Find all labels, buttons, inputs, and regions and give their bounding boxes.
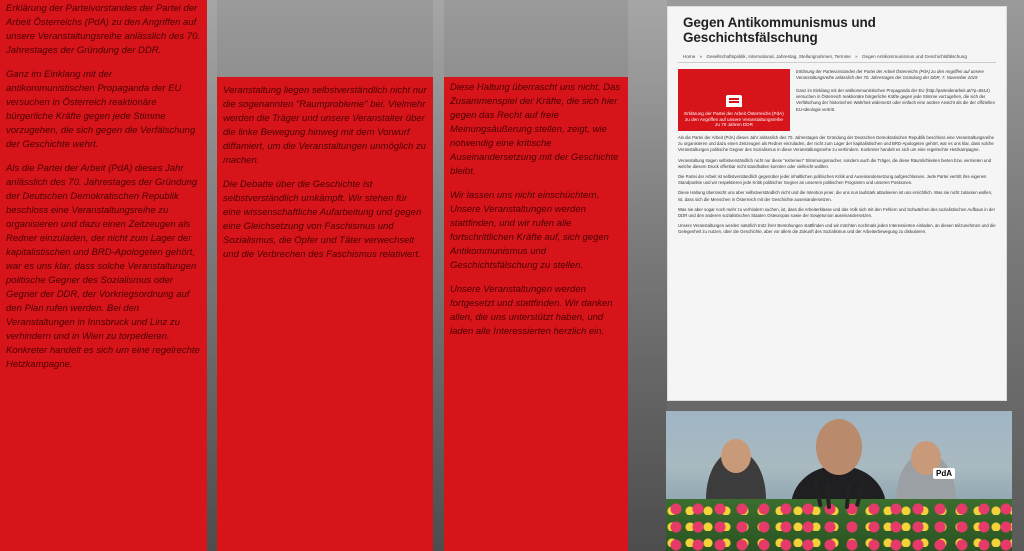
panel-paragraph: Wir lassen uns nicht einschüchtern. Unsere Veranstaltungen werden stattfinden, und wir rufen alle fortschrittlichen Kräfte auf, sich gegen Antikommunismus und Geschichtsfälschung zu stellen. (450, 190, 609, 271)
article-paragraph: Was sie aber sogar noch mehr zu verhindern suchen, ist, dass die Arbeiterklasse und das Volk sich mit den Fehlern und Schwächen des sozialistischen Aufbaus in der DDR und den anderen sozialistischen Staaten Osteuropas sowie der Sowjetunion auseinandersetzen. (678, 206, 996, 219)
background-column (207, 0, 217, 551)
logo-caption: Erklärung der Partei der Arbeit Österreichs (PdA) zu den Angriffen auf unsere Veranstaltungsreihe zu 70 Jahren DDR (684, 111, 784, 128)
breadcrumb-current: Gegen Antikommunismus und Geschichtsfälschung (861, 54, 967, 59)
article-paragraph: Als die Partei der Arbeit (PdA) dieses Jahr anlässlich des 70. Jahrestages der Gründung der Deutschen Demokratischen Republik beschloss eine Veranstaltungsreihe zu organisieren und dazu einen Zeitzeugen als Redner einzuladen, der nicht zum Lager der kapitalistischen und BRD-Apologeten gehört, war es uns klar, dass solche Veranstaltungen politische Gegner des Sozialismus in diese Veranstaltungsreihe zu verhindern. Konkreter handelt es sich um eine regelrechte Hetzkampagne. (678, 135, 994, 153)
intro-italic: Erklärung der Parteivorstandes der Partei der Arbeit Österreichs (PdA) zu den Angriffen auf unsere Veranstaltungsreihe anlässlich des 70. Jahrestages der Gründung der DDR, 7. November 2019 (796, 69, 984, 81)
panel-paragraph: Veranstaltung liegen selbstverständlich nicht nur die sogenannten "Raumprobleme" bei. Vielmehr werden die Träger und unsere Veranstalter über die linke Bewegung hinweg mit dem Vorwurf diffamiert, um die Veranstaltungen unmöglich zu machen. (223, 85, 427, 166)
article-body (678, 135, 996, 236)
article-paragraph: Diese Haltung überrascht uns aber selbstverständlich nicht und die Intention jener, die uns nun laufstark attackieren ist uns ersichtlich. Was sie nicht zulassen wollen, ist, dass sich die Menschen in Österreich mit der Geschichte auseinandersetzen. (678, 190, 993, 202)
photo-head (721, 439, 751, 473)
news-photo (666, 411, 1012, 551)
breadcrumb-categories[interactable]: Gesellschaftspolitik, International, Jahrestag, Stellungnahmen, Termine (706, 54, 851, 59)
background-column (433, 0, 444, 551)
panel-paragraph: Ganz im Einklang mit der antikommunistischen Propaganda der EU versuchen in Österreich reaktionäre bürgerliche Kräfte gegen jede Stimme vorzugehen, die sich gegen die Verfälschung der Geschichte wehrt. (6, 69, 196, 150)
article-paragraph: Unsere Veranstaltungen werden natürlich trotz ihrer Bemühungen stattfinden und wir möchten nochmals jeden Interessierten einladen, an diesen teilzunehmen und die Gelegenheit zu nutzen, über die Geschichte, aber vor allem die Zukunft des Sozialismus und der Arbeiterbewegung zu diskutieren. (678, 223, 996, 235)
pda-logo-icon (726, 95, 742, 107)
text-panel-middle (217, 77, 433, 551)
pda-logo-image (678, 69, 790, 131)
breadcrumb-separator: » (699, 54, 703, 59)
panel-paragraph: Diese Haltung überrascht uns nicht. Das Zusammenspiel der Kräfte, die sich hier gegen das Recht auf freie Meinungsäußerung stellen, zeigt, wie notwendig eine kritische Auseinandersetzung mit der Geschichte bleibt. (450, 82, 621, 177)
pda-label-tag: PdA (933, 468, 955, 479)
photo-head (816, 419, 862, 475)
article-card (667, 6, 1007, 401)
article-intro (678, 69, 996, 131)
panel-paragraph: Unsere Veranstaltungen werden fortgesetzt und stattfinden. Wir danken allen, die uns unterstützt haben, und laden alle Interessierten herzlich ein. (450, 284, 613, 337)
breadcrumb-separator: » (855, 54, 858, 59)
article-paragraph: Die Partei der Arbeit ist selbstverständlich gegenüber jeder inhaltlichen politischen Kritik und Auseinandersetzung aufgeschlossen. Jede Partei vertritt ihre eigenen Standpunkte und wir respektieren jede Kritik politischer Gegner an unserem politischen Programm und unseren Positionen. (678, 174, 987, 186)
intro-text (796, 69, 996, 131)
article-title: Gegen Antikommunismus und Geschichtsfälschung (683, 15, 876, 45)
background-column (628, 0, 667, 551)
article-paragraph: Veranstaltung tragen selbstverständlich nicht nur diese "extremen" Stimmungsmacher, sondern auch die Träger, die diese Räumlichkeiten bieten bzw. vermieten und welche diesem Druck offenbar nicht standhalten konnten oder vielleicht wollten. (678, 157, 992, 169)
intro-plain: Ganz im Einklang mit der antikommunistischen Propaganda der EU (http://parteiderarbeit.at/?p=5514) versuchen in Österreich reaktionäre bürgerliche Kräfte gegen jede Stimme vorzugehen, die sich der Verfälschung der historischen Wahrheit widersetzt oder einfach eine andere Ansicht als die der offiziellen EU-Ideologie vertritt. (796, 87, 995, 112)
breadcrumb (678, 54, 996, 63)
text-panel-right (444, 77, 628, 551)
breadcrumb-home[interactable]: Home (683, 54, 696, 59)
photo-flowers (666, 499, 1012, 551)
panel-paragraph: Als die Partei der Arbeit (PdA) dieses Jahr anlässlich des 70. Jahrestages der Gründung der Deutschen Demokratischen Republik beschloss eine Veranstaltungsreihe zu organisieren und dazu einen Zeitzeugen als Redner einzuladen, der nicht zum Lager der kapitalistischen und BRD-Apologeten gehört, war es uns klar, dass solche Veranstaltungen politische Gegner des Sozialismus oder Gegner der DDR, der Vorkriegsordnung auf den Plan rufen werden. Bei den Veranstaltungen in Innsbruck und Linz zu verhindern und in Wien zu torpedieren. Konkreter handelt es sich um eine regelrechte Hetzkampagne. (6, 163, 200, 370)
panel-paragraph: Die Debatte über die Geschichte ist selbstverständlich umkämpft. Wir stehen für eine wissenschaftliche Aufarbeitung und gegen eine Gleichsetzung von Faschismus und Sozialismus, die Opfer und Täter verwechselt und die Verbrechen des Faschismus relativiert. (223, 179, 422, 260)
text-panel-left (0, 0, 207, 551)
panel-paragraph: Erklärung der Parteivorstandes der Partei der Arbeit Österreichs (PdA) zu den Angriffen auf unsere Veranstaltungsreihe anlässlich des 70. Jahrestages der Gründung der DDR. (6, 3, 200, 56)
